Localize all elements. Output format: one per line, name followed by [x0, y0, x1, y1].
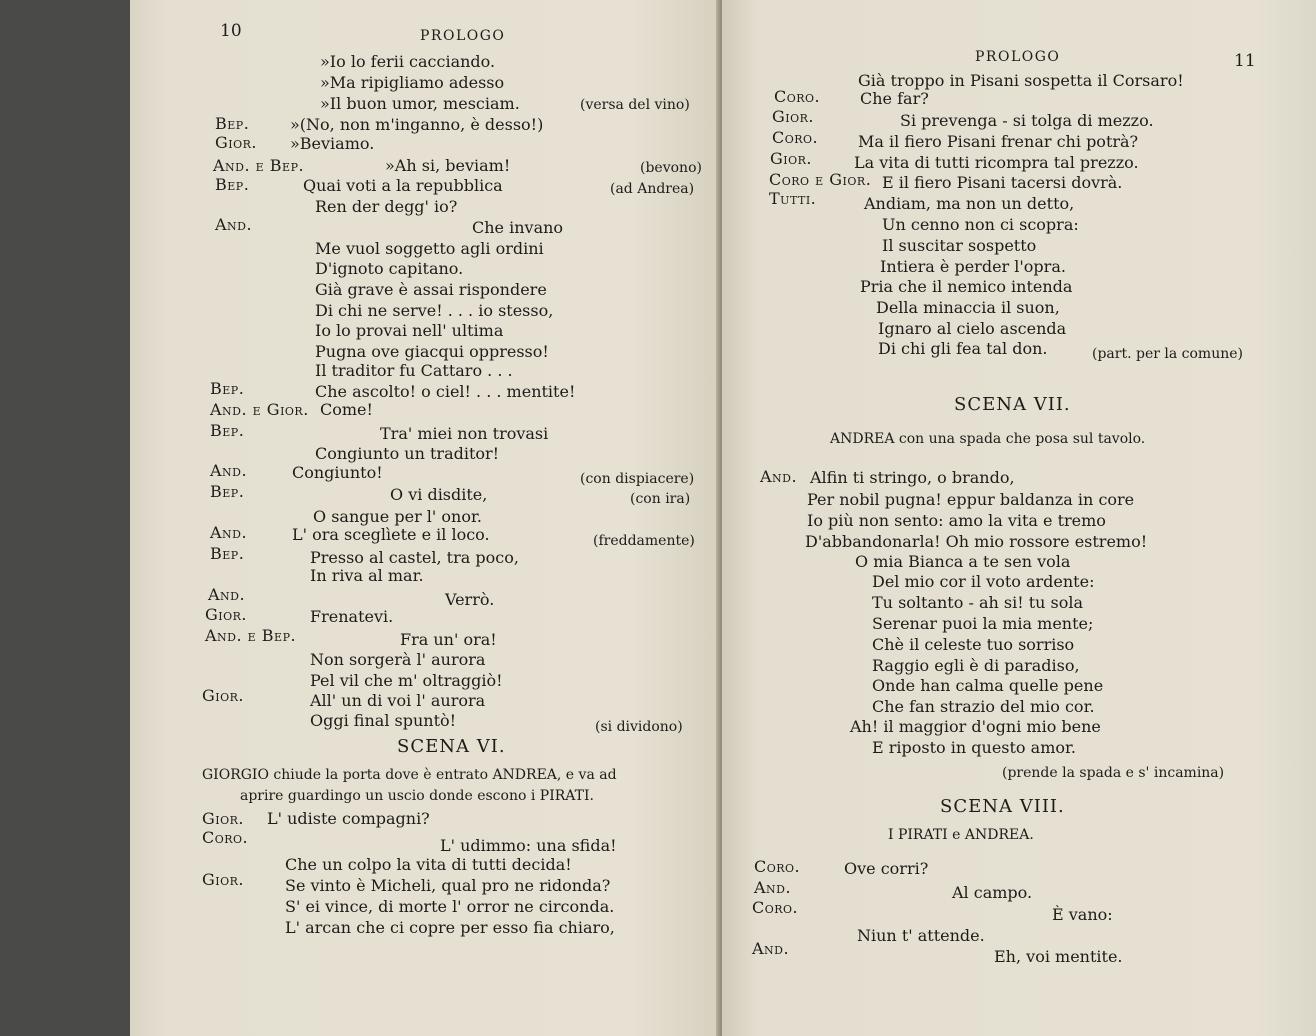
verse-line: Un cenno non ci scopra: — [882, 215, 1079, 234]
speaker: Gior. — [202, 686, 245, 705]
verse-line: Eh, voi mentite. — [994, 947, 1123, 966]
verse-line: Non sorgerà l' aurora — [310, 650, 486, 669]
verse-line: Per nobil pugna! eppur baldanza in core — [807, 490, 1135, 509]
verse-line: Se vinto è Micheli, qual pro ne ridonda? — [285, 876, 611, 895]
speaker: Coro. — [774, 87, 821, 106]
verse-line: All' un di voi l' aurora — [310, 691, 486, 710]
verse-line: Tra' miei non trovasi — [380, 424, 549, 443]
verse-line: Tu soltanto - ah si! tu sola — [872, 593, 1084, 612]
stage-direction: (con dispiacere) — [580, 471, 695, 487]
speaker: And. e Bep. — [213, 156, 305, 175]
verse-line: Ren der degg' io? — [315, 197, 458, 216]
verse-line: Verrò. — [445, 590, 495, 609]
verse-line: E il fiero Pisani tacersi dovrà. — [882, 173, 1123, 192]
speaker: And. e Bep. — [205, 626, 297, 645]
speaker: And. — [752, 939, 790, 958]
verse-line: Io più non sento: amo la vita e tremo — [807, 511, 1106, 530]
verse-line: Niun t' attende. — [857, 926, 985, 945]
speaker: Bep. — [215, 114, 250, 133]
verse-line: Già grave è assai rispondere — [315, 280, 547, 299]
verse-line: L' udimmo: una sfida! — [440, 836, 617, 855]
verse-line: Ignaro al cielo ascenda — [878, 319, 1067, 338]
scene-title: SCENA VII. — [954, 394, 1071, 415]
stage-direction: (ad Andrea) — [610, 181, 695, 197]
speaker: Coro. — [202, 828, 249, 847]
verse-line: D'abbandonarla! Oh mio rossore estremo! — [805, 532, 1148, 551]
scene-direction: GIORGIO chiude la porta dove è entrato ANDREA, e va ad — [202, 767, 617, 783]
verse-line: L' udiste compagni? — [267, 809, 430, 828]
verse-line: Serenar puoi la mia mente; — [872, 614, 1094, 633]
speaker: Bep. — [210, 421, 245, 440]
running-head: PROLOGO — [420, 28, 506, 44]
verse-line: Oggi final spuntò! — [310, 711, 457, 730]
verse-line: »Beviamo. — [290, 134, 375, 153]
scene-direction: I PIRATI e ANDREA. — [888, 827, 1034, 843]
verse-line: Ove corri? — [844, 859, 929, 878]
speaker: And. — [210, 461, 248, 480]
page-number: 10 — [220, 21, 242, 41]
verse-line: Si prevenga - si tolga di mezzo. — [900, 111, 1154, 130]
stage-direction: (freddamente) — [593, 533, 695, 549]
verse-line: Come! — [320, 400, 373, 419]
verse-line: Che un colpo la vita di tutti decida! — [285, 855, 572, 874]
stage-direction: (part. per la comune) — [1092, 346, 1243, 362]
verse-line: »(No, non m'inganno, è desso!) — [290, 115, 544, 134]
verse-line: Il suscitar sospetto — [882, 236, 1037, 255]
speaker: And. — [760, 467, 798, 486]
speaker: Bep. — [210, 544, 245, 563]
page-number: 11 — [1234, 51, 1256, 71]
speaker: Tutti. — [769, 189, 817, 208]
verse-line: La vita di tutti ricompra tal prezzo. — [854, 153, 1139, 172]
verse-line: Raggio egli è di paradiso, — [872, 656, 1080, 675]
verse-line: »Il buon umor, mesciam. — [320, 94, 520, 113]
stage-direction: (prende la spada e s' incamina) — [1002, 765, 1225, 781]
verse-line: Andiam, ma non un detto, — [864, 194, 1075, 213]
speaker: Gior. — [770, 149, 813, 168]
verse-line: Io lo provai nell' ultima — [315, 321, 504, 340]
verse-line: Alfin ti stringo, o brando, — [810, 468, 1015, 487]
speaker: Bep. — [210, 482, 245, 501]
speaker: Gior. — [205, 605, 248, 624]
verse-line: Di chi gli fea tal don. — [878, 339, 1048, 358]
left-page — [130, 0, 720, 1036]
background — [0, 0, 130, 1036]
speaker: And. — [208, 585, 246, 604]
verse-line: È vano: — [1052, 905, 1113, 924]
speaker: Gior. — [202, 809, 245, 828]
verse-line: Che fan strazio del mio cor. — [872, 697, 1095, 716]
verse-line: In riva al mar. — [310, 566, 424, 585]
verse-line: Che ascolto! o ciel! . . . mentite! — [315, 382, 576, 401]
verse-line: L' ora sceglìete e il loco. — [292, 525, 490, 544]
speaker: Coro. — [754, 857, 801, 876]
running-head: PROLOGO — [975, 49, 1061, 65]
verse-line: L' arcan che ci copre per esso fia chiaro, — [285, 918, 615, 937]
speaker: And. — [210, 523, 248, 542]
verse-line: O mia Bianca a te sen vola — [855, 552, 1071, 571]
speaker: Bep. — [210, 379, 245, 398]
verse-line: »Ma ripigliamo adesso — [320, 73, 505, 92]
verse-line: O sangue per l' onor. — [313, 507, 482, 526]
verse-line: Che invano — [472, 218, 564, 237]
speaker: Coro. — [772, 128, 819, 147]
verse-line: Frenatevi. — [310, 607, 394, 626]
verse-line: Ma il fiero Pisani frenar chi potrà? — [858, 132, 1139, 151]
verse-line: »Io lo ferii cacciando. — [320, 52, 496, 71]
right-page — [722, 0, 1316, 1036]
verse-line: Pel vil che m' oltraggiò! — [310, 671, 503, 690]
verse-line: Fra un' ora! — [400, 630, 497, 649]
speaker: And. e Gior. — [210, 400, 309, 419]
scene-title: SCENA VIII. — [940, 796, 1065, 817]
stage-direction: (si dividono) — [595, 719, 683, 735]
verse-line: E riposto in questo amor. — [872, 738, 1076, 757]
speaker: Gior. — [215, 133, 258, 152]
verse-line: Pria che il nemico intenda — [860, 277, 1073, 296]
speaker: Gior. — [772, 107, 815, 126]
speaker: Gior. — [202, 870, 245, 889]
verse-line: Al campo. — [952, 883, 1033, 902]
verse-line: Me vuol soggetto agli ordini — [315, 239, 544, 258]
stage-direction: (bevono) — [640, 160, 702, 176]
verse-line: Quai voti a la repubblica — [303, 176, 503, 195]
verse-line: Congiunto! — [292, 463, 383, 482]
verse-line: Congiunto un traditor! — [315, 444, 500, 463]
verse-line: Del mio cor il voto ardente: — [872, 572, 1095, 591]
speaker: Coro. — [752, 898, 799, 917]
verse-line: Già troppo in Pisani sospetta il Corsaro! — [858, 71, 1184, 90]
verse-line: Chè il celeste tuo sorriso — [872, 635, 1075, 654]
speaker: And. — [754, 878, 792, 897]
scene-title: SCENA VI. — [397, 736, 506, 757]
verse-line: Della minaccia il suon, — [876, 298, 1060, 317]
speaker: And. — [215, 215, 253, 234]
scene-direction: ANDREA con una spada che posa sul tavolo. — [830, 431, 1146, 447]
verse-line: Il traditor fu Cattaro . . . — [315, 361, 513, 380]
speaker: Bep. — [215, 175, 250, 194]
verse-line: Intiera è perder l'opra. — [880, 257, 1066, 276]
stage-direction: (versa del vino) — [580, 97, 690, 113]
scene-direction: aprire guardingo un uscio donde escono i PIRATI. — [240, 788, 594, 804]
verse-line: Pugna ove giacqui oppresso! — [315, 342, 549, 361]
verse-line: Onde han calma quelle pene — [872, 676, 1104, 695]
verse-line: S' ei vince, di morte l' orror ne circonda. — [285, 897, 615, 916]
verse-line: D'ignoto capitano. — [315, 259, 464, 278]
verse-line: O vi disdite, — [390, 485, 488, 504]
verse-line: »Ah si, beviam! — [385, 156, 511, 175]
verse-line: Ah! il maggior d'ogni mio bene — [850, 717, 1101, 736]
stage-direction: (con ira) — [630, 491, 691, 507]
verse-line: Presso al castel, tra poco, — [310, 548, 519, 567]
verse-line: Che far? — [860, 89, 929, 108]
verse-line: Di chi ne serve! . . . io stesso, — [315, 301, 554, 320]
speaker: Coro e Gior. — [769, 170, 872, 189]
